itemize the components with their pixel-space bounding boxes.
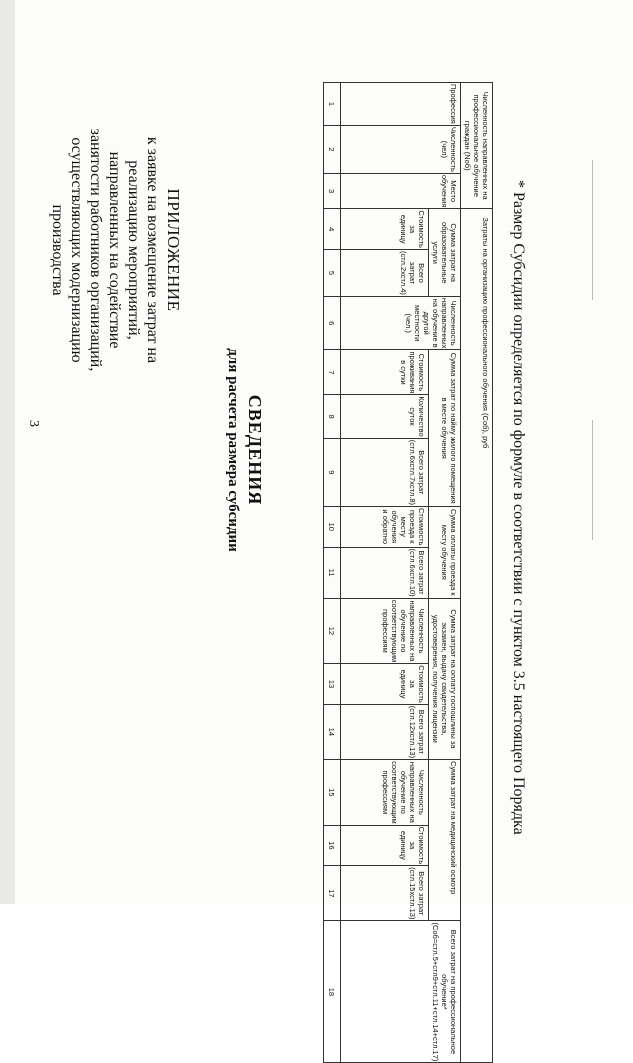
column-number: 8 [324,395,341,438]
header-cell: Всего затрат (стл.12хстл.13) [341,704,429,759]
header-cell: Всего затрат (стл.6хстл.10) [341,547,429,598]
header-cell: Всего затрат (стл.2хстл.4) [341,249,429,296]
header-cell: Сумма оплаты проезда к месту обучения [429,506,461,598]
appendix-title: ПРИЛОЖЕНИЕ [164,188,183,312]
document-title: СВЕДЕНИЯ [245,394,265,506]
table-header-row [341,83,429,1063]
column-number: 12 [324,598,341,664]
column-number: 18 [324,921,341,1063]
column-number-row [324,83,341,1063]
header-cell: Стоимость за единицу [341,664,429,705]
page-number: 3 [26,420,41,427]
column-number: 4 [324,209,341,250]
column-number: 3 [324,173,341,209]
appendix-body [48,100,162,400]
table-header-row [429,83,461,1063]
appendix-line: реализацию мероприятий, [125,160,142,340]
column-number: 7 [324,350,341,395]
header-cell: Стоимость проживания в сутки [341,350,429,395]
header-cell: Численность направленных на обучение в другой местности (чел.) [341,296,461,350]
footnote: * Размер Субсидии определяется по формуле в соответствии с пунктом 3.5 настоящего Порядка [510,180,527,835]
header-cell: Сумма затрат на оплату госпошлины за экзамен, выдачу свидетельства, удостоверения, получения лицензии [429,598,461,759]
table-header-row [461,83,493,1063]
subsidy-table [323,82,493,1063]
header-cell: Всего затрат (стл.15хстл.13) [341,866,429,921]
column-number: 6 [324,296,341,350]
appendix-line: направленных на содействие [106,151,123,349]
column-number: 1 [324,83,341,126]
header-cell: Стоимость проезда к месту обучения и обратно [341,506,429,547]
header-cell: Всего затрат на профессиональное обучение* (Соб=стл.5+стл9+стл.11+стл.14+стл.17) [341,921,461,1063]
divider [592,160,593,300]
column-number: 5 [324,249,341,296]
header-cell: Профессия [341,83,461,126]
header-cell: Сумма затрат по найму жилого помещения в месте обучения [429,350,461,507]
column-number: 11 [324,547,341,598]
header-cell: Количество суток [341,395,429,438]
divider [592,420,593,540]
scan-shadow [0,0,15,904]
column-number: 14 [324,704,341,759]
header-cell: Место обучения [341,173,461,209]
header-cell: Сумма затрат на образовательные услуги [429,209,461,297]
column-number: 13 [324,664,341,705]
appendix-line: занятости работников организаций, [87,128,104,372]
header-cell: Стоимость за единицу [341,209,429,250]
header-cell: Всего затрат (стл.6хстл.7хстл.8) [341,438,429,506]
column-number: 15 [324,760,341,826]
header-cell: Численность направленных на обучение по соответствующим профессиям [341,760,429,826]
header-cell: Численность (чел) [341,125,461,173]
header-cell: Затраты на организацию профессионального обучения (Соб), руб [461,209,493,1063]
appendix-line: производства [49,204,66,296]
header-cell: Численность направленных на профессиональное обучение граждан (Nоб) [461,83,493,209]
appendix-heading [48,100,183,400]
column-number: 10 [324,506,341,547]
header-cell: Численность направленных на обучение по соответствующим профессиям [341,598,429,664]
header-cell: Сумма затрат на медицинский осмотр [429,760,461,921]
appendix-line: к заявке на возмещение затрат на [144,136,161,364]
column-number: 9 [324,438,341,506]
document-subtitle: для расчета размера субсидии [225,348,241,552]
column-number: 17 [324,866,341,921]
header-cell: Стоимость за единицу [341,825,429,866]
column-number: 2 [324,125,341,173]
column-number: 16 [324,825,341,866]
appendix-line: осуществляющих модернизацию [68,137,85,363]
